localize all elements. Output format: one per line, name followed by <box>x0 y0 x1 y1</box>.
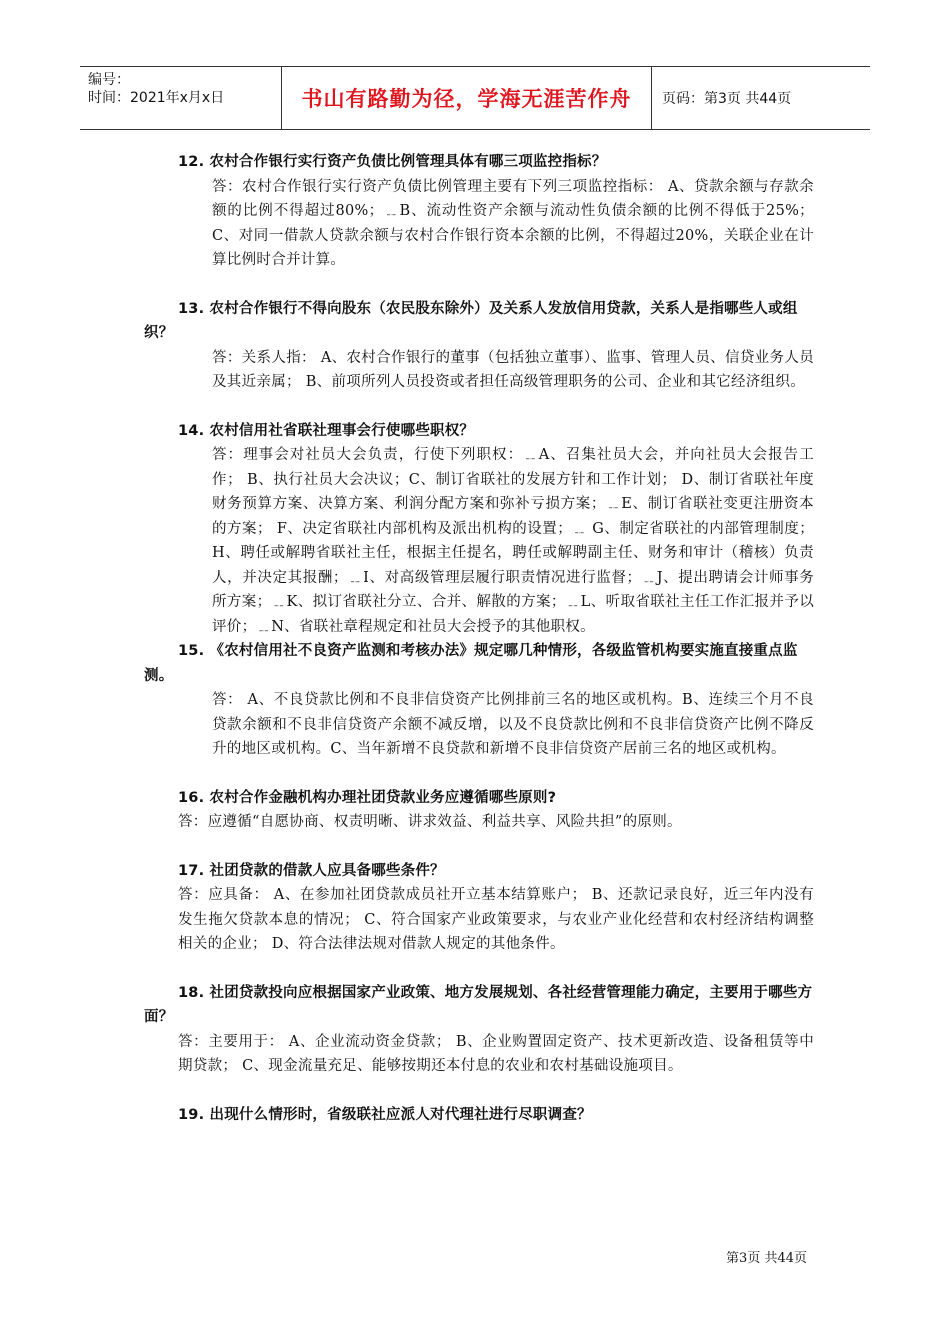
number-label: 编号： <box>88 72 130 88</box>
answer-15: 答： A、不良贷款比例和不良非信贷资产比例排前三名的地区或机构。B、连续三个月不良贷款余额和不良非信贷资产余额不减反增，以及不良贷款比例和不良非信贷资产比例不降反升的地区或机构。C、当年新增不良贷款和新增不良非信贷资产居前三名的地区或机构。 <box>212 692 814 757</box>
header-motto: 书山有路勤为径，学海无涯苦作舟 <box>282 67 652 129</box>
answer-14: 答：理事会对社员大会负责，行使下列职权：﹎A、召集社员大会，并向社员大会报告工作； B、执行社员大会决议；C、制订省联社的发展方针和工作计划； D、制订省联社年度财务预算方案、决算方案、利润分配方案和弥补亏损方案；﹎E、制订省联社变更注册资本的方案； F、决定省联社内部机构及派出机构的设置；﹎ G、制定省联社的内部管理制度； H、聘任或解聘省联社主任，根据主任提名，聘任或解聘副主任、财务和审计（稽核）负责人，并决定其报酬；﹎I、对高级管理层履行职责情况进行监督；﹎J、提出聘请会计师事务所方案；﹎K、拟订省联社分立、合并、解散的方案；﹎L、听取省联社主任工作汇报并予以评价；﹎N、省联社章程规定和社员大会授予的其他职权。 <box>212 447 814 635</box>
answer-16: 答：应遵循“自愿协商、权责明晰、讲求效益、利益共享、风险共担”的原则。 <box>178 814 682 830</box>
question-15: 15. 《农村信用社不良资产监测和考核办法》规定哪几种情形，各级监管机构要实施直接重点监测。 <box>144 643 798 684</box>
answer-12: 答：农村合作银行实行资产负债比例管理主要有下列三项监控指标： A、贷款余额与存款余额的比例不得超过80%；﹎B、流动性资产余额与流动性负债余额的比例不得低于25%；C、对同一借款人贷款余额与农村合作银行资本余额的比例，不得超过20%，关联企业在计算比例时合并计算。 <box>212 178 814 268</box>
question-14: 14. 农村信用社省联社理事会行使哪些职权？ <box>178 422 475 439</box>
question-16: 16. 农村合作金融机构办理社团贷款业务应遵循哪些原则? <box>178 789 557 806</box>
answer-13: 答：关系人指： A、农村合作银行的董事（包括独立董事）、监事、管理人员、信贷业务人员及其近亲属； B、前项所列人员投资或者担任高级管理职务的公司、企业和其它经济组织。 <box>212 349 814 390</box>
question-17: 17. 社团贷款的借款人应具备哪些条件？ <box>178 862 445 879</box>
answer-18: 答：主要用于： A、企业流动资金贷款； B、企业购置固定资产、技术更新改造、设备租赁等中期贷款； C、现金流量充足、能够按期还本付息的农业和农村基础设施项目。 <box>178 1033 814 1074</box>
page-footer: 第3页 共44页 <box>726 1251 807 1266</box>
question-18: 18. 社团贷款投向应根据国家产业政策、地方发展规划、各社经营管理能力确定，主要用于哪些方面？ <box>144 984 813 1025</box>
document-body <box>144 150 814 1127</box>
question-19: 19. 出现什么情形时，省级联社应派人对代理社进行尽职调查？ <box>178 1106 592 1123</box>
page-header <box>80 66 870 130</box>
answer-17: 答：应具备： A、在参加社团贷款成员社开立基本结算账户； B、还款记录良好，近三年内没有发生拖欠贷款本息的情况； C、符合国家产业政策要求，与农业产业化经营和农村经济结构调整相关的企业； D、符合法律法规对借款人规定的其他条件。 <box>178 887 814 952</box>
header-meta <box>80 67 282 129</box>
question-12: 12. 农村合作银行实行资产负债比例管理具体有哪三项监控指标？ <box>178 154 607 170</box>
question-13: 13. 农村合作银行不得向股东（农民股东除外）及关系人发放信用贷款，关系人是指哪些人或组织？ <box>144 300 798 341</box>
date-label: 时间：2021年x月x日 <box>88 90 225 106</box>
header-page-label: 页码：第3页 共44页 <box>662 91 792 107</box>
